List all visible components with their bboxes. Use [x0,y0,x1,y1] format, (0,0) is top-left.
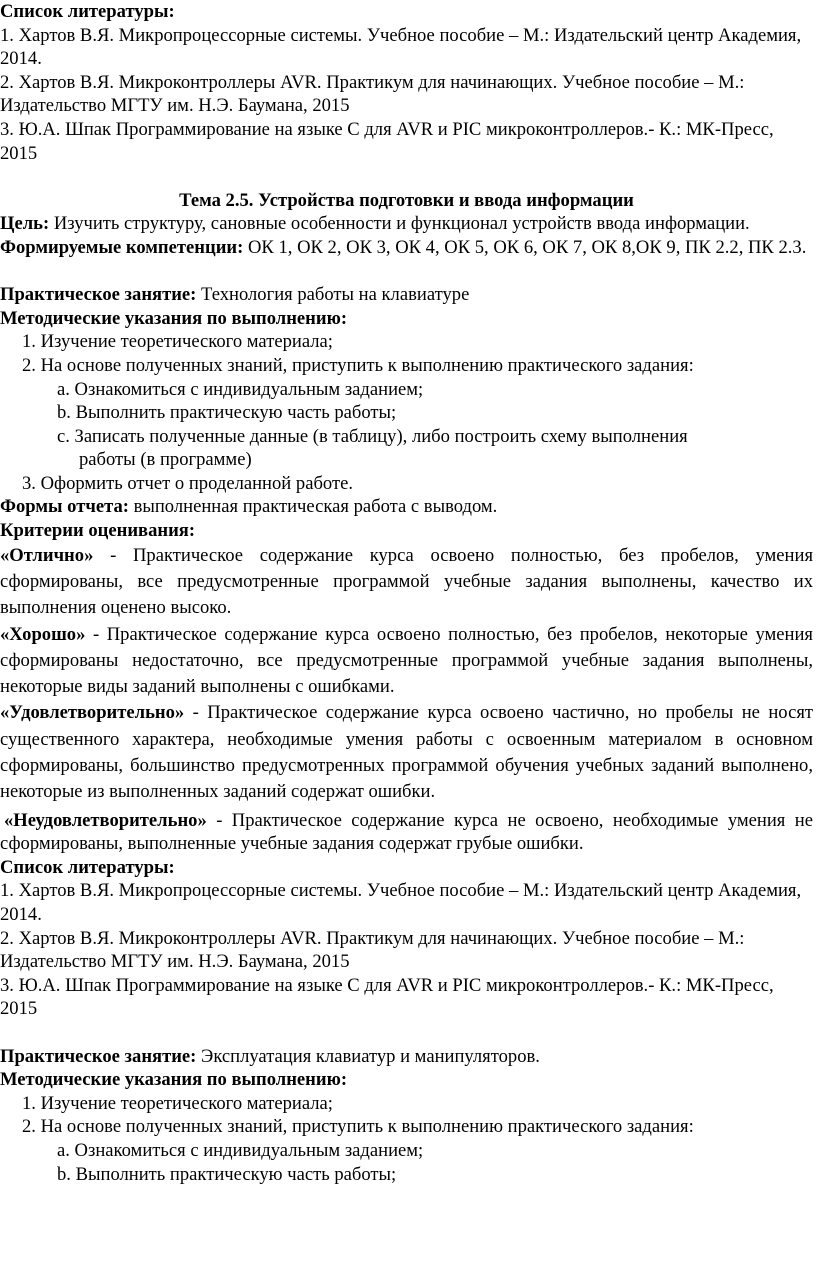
literature-item: 1. Хартов В.Я. Микропроцессорные системы. Учебное пособие – М.: Издательский центр Академия, 2014. [0,880,802,925]
literature-item: 2. Хартов В.Я. Микроконтроллеры AVR. Практикум для начинающих. Учебное пособие – М.: Издательство МГТУ им. Н.Э. Баумана, 2015 [0,71,745,117]
practice-title: Практическое занятие: Эксплуатация клавиатур и манипуляторов. [0,1045,540,1067]
method-step: 1. Изучение теоретического материала; [22,1092,333,1114]
method-substep: b. Выполнить практическую часть работы; [57,402,397,424]
literature-item: 3. Ю.А. Шпак Программирование на языке С для AVR и PIC микроконтроллеров.- К.: МК-Пресс, 2015 [0,974,774,1020]
topic-competencies: Формируемые компетенции: ОК 1, ОК 2, ОК 3, ОК 4, ОК 5, ОК 6, ОК 7, ОК 8,ОК 9, ПК 2.2, ПК 2.3. [0,236,807,258]
method-substep: a. Ознакомиться с индивидуальным заданием; [57,378,424,400]
criteria-heading: Критерии оценивания: [0,520,196,542]
literature-heading: Список литературы: [0,1,175,22]
method-heading: Методические указания по выполнению: [0,307,348,329]
literature-heading: Список литературы: [0,856,175,878]
topic-goal: Цель: Изучить структуру, сановные особенности и функционал устройств ввода информации. [0,213,750,235]
criterion: «Хорошо» - Практическое содержание курса освоено полностью, без пробелов, некоторые умения сформированы недостаточно, все предусмотренные программой учебные задания выполнены, некоторые виды заданий выполнены с ошибками. [0,623,813,698]
method-step: 1. Изучение теоретического материала; [22,331,333,353]
method-substep-cont: работы (в программе) [79,449,252,471]
method-heading: Методические указания по выполнению: [0,1069,348,1091]
method-substep: c. Записать полученные данные (в таблицу), либо построить схему выполнения [57,425,688,447]
method-substep: a. Ознакомиться с индивидуальным заданием; [57,1139,424,1161]
topic-title: Тема 2.5. Устройства подготовки и ввода информации [179,189,634,211]
method-step: 2. На основе полученных знаний, приступить к выполнению практического задания: [22,354,694,376]
criterion: «Удовлетворительно» - Практическое содержание курса освоено частично, но пробелы не носят существенного характера, необходимые умения работы с освоенным материалом в основном сформированы, большинство предусмотренных программой обучения учебных заданий выполнено, некоторые из выполненных заданий содержат ошибки. [0,702,813,803]
practice-title: Практическое занятие: Технология работы на клавиатуре [0,284,470,306]
criterion: «Отлично» - Практическое содержание курса освоено полностью, без пробелов, умения сформированы, все предусмотренные программой учебные задания выполнены, качество их выполнения оценено высоко. [0,544,813,619]
method-substep: b. Выполнить практическую часть работы; [57,1163,397,1185]
literature-item: 1. Хартов В.Я. Микропроцессорные системы. Учебное пособие – М.: Издательский центр Академия, 2014. [0,24,802,70]
criterion: «Неудовлетворительно» - Практическое содержание курса не освоено, необходимые умения не сформированы, выполненные учебные задания содержат грубые ошибки. [0,809,813,855]
literature-item: 3. Ю.А. Шпак Программирование на языке С для AVR и PIC микроконтроллеров.- К.: МК-Пресс, 2015 [0,118,774,164]
literature-item: 2. Хартов В.Я. Микроконтроллеры AVR. Практикум для начинающих. Учебное пособие – М.: Издательство МГТУ им. Н.Э. Баумана, 2015 [0,927,745,973]
report-form: Формы отчета: выполненная практическая работа с выводом. [0,496,498,518]
method-step: 3. Оформить отчет о проделанной работе. [22,472,353,494]
method-step: 2. На основе полученных знаний, приступить к выполнению практического задания: [22,1116,694,1138]
